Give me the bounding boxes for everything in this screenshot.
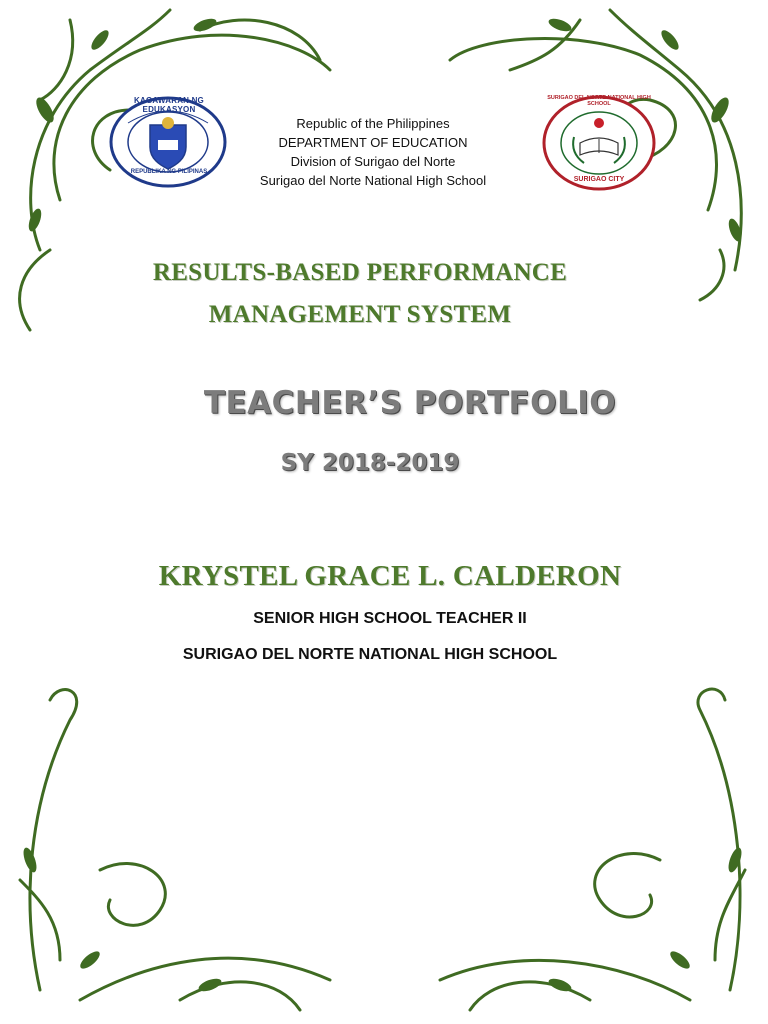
vine-bottom-left xyxy=(30,690,77,990)
teacher-name: KRYSTEL GRACE L. CALDERON xyxy=(158,560,622,592)
portfolio-title: TEACHER’S PORTFOLIO xyxy=(203,385,617,421)
deped-seal-ring-text: KAGAWARAN NG EDUKASYON xyxy=(134,96,204,114)
school-seal-bottom-text: SURIGAO CITY xyxy=(573,176,625,183)
leaf-icon xyxy=(26,207,44,233)
header-division: Division of Surigao del Norte xyxy=(290,154,456,169)
leaf-icon xyxy=(658,28,681,53)
vine-bottom-left xyxy=(80,958,330,1000)
deped-seal-bottom-text: REPUBLIKA NG PILIPINAS xyxy=(130,169,208,175)
leaf-icon xyxy=(88,28,111,53)
school-seal-ring-text: SURIGAO DEL NORTE NATIONAL HIGH SCHOOL xyxy=(547,95,651,107)
teacher-school: SURIGAO DEL NORTE NATIONAL HIGH SCHOOL xyxy=(182,646,558,663)
vine-top-right xyxy=(700,250,724,300)
vine-top-left xyxy=(20,250,50,330)
rpms-title xyxy=(80,252,640,336)
header-department: DEPARTMENT OF EDUCATION xyxy=(278,135,468,150)
school-year: SY 2018-2019 xyxy=(280,450,460,476)
vine-bottom-left xyxy=(180,982,300,1010)
leaf-icon xyxy=(547,16,573,34)
leaf-icon xyxy=(78,948,103,971)
vine-bottom-right xyxy=(698,689,740,990)
vine-bottom-left xyxy=(100,864,165,926)
leaf-icon xyxy=(668,948,693,971)
vine-top-left xyxy=(40,20,73,100)
leaf-icon xyxy=(726,846,744,874)
vine-bottom-right xyxy=(440,960,690,1000)
header-school: Surigao del Norte National High School xyxy=(259,173,487,188)
vine-bottom-left xyxy=(20,880,60,960)
teacher-position: SENIOR HIGH SCHOOL TEACHER II xyxy=(253,610,527,627)
leaf-icon xyxy=(192,16,218,34)
letterhead xyxy=(234,114,512,190)
rpms-title-line1: RESULTS-BASED PERFORMANCE xyxy=(152,259,568,286)
leaf-icon xyxy=(21,846,39,874)
vine-bottom-right xyxy=(595,854,660,917)
rpms-title-line2: MANAGEMENT SYSTEM xyxy=(208,301,512,328)
vine-bottom-right xyxy=(470,982,590,1010)
header-republic: Republic of the Philippines xyxy=(296,116,450,131)
